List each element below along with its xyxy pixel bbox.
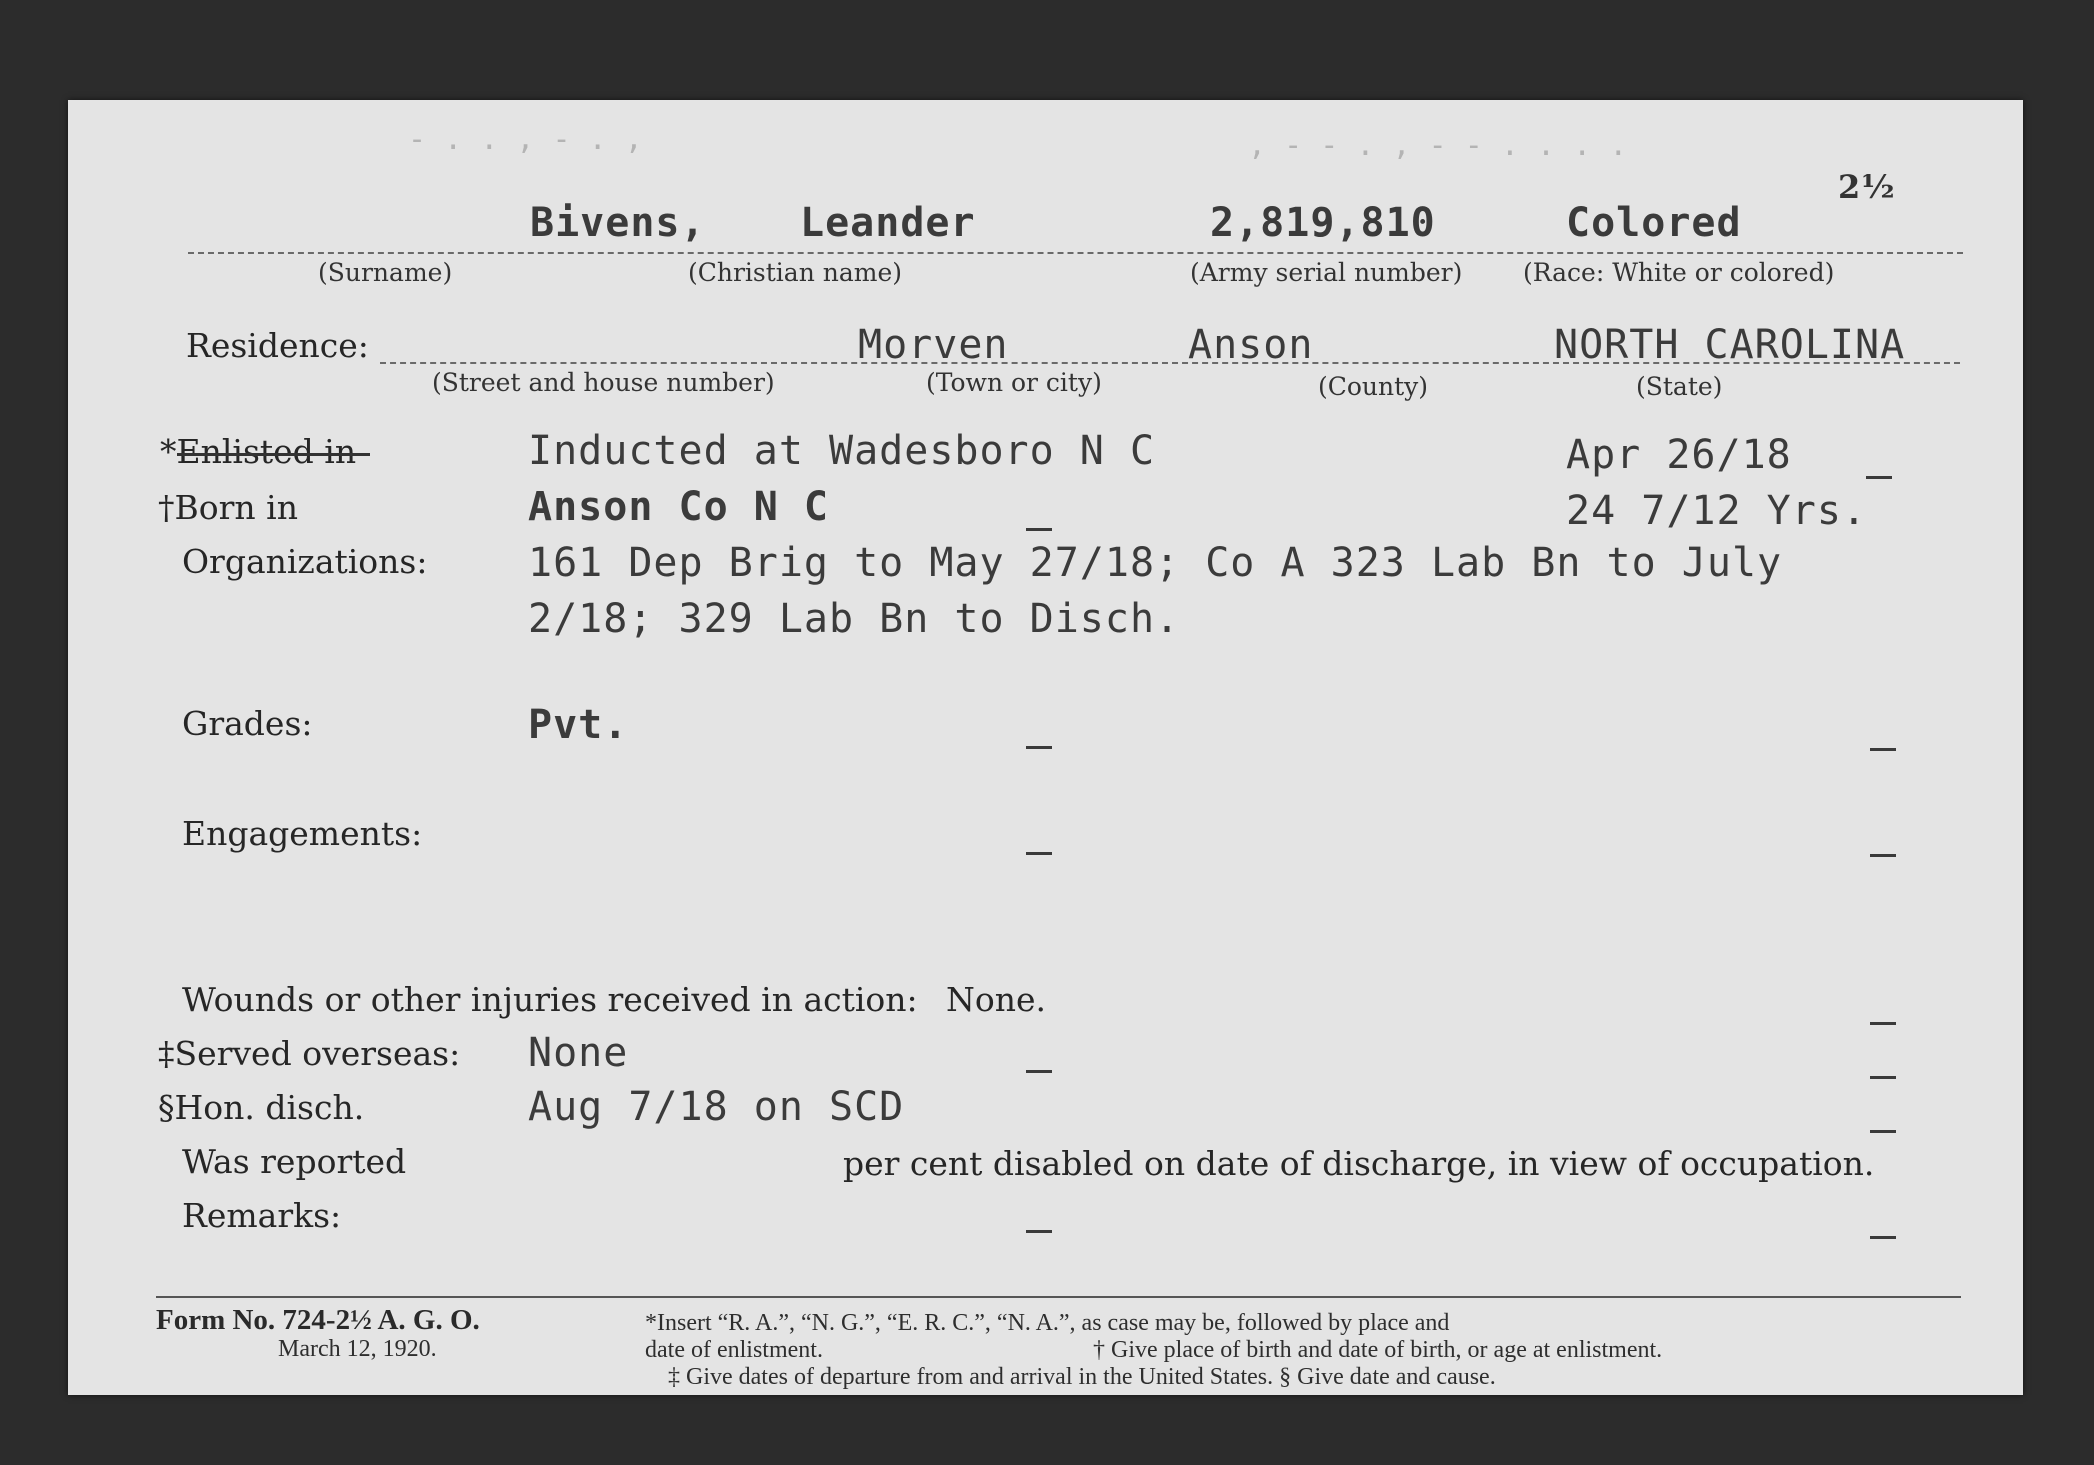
christian-name-caption: (Christian name)	[688, 258, 903, 287]
blank-dash	[1026, 746, 1052, 749]
overseas-value: None	[528, 1030, 629, 1076]
footer-note-2b: † Give place of birth and date of birth, or age at enlistment.	[1093, 1337, 1663, 1363]
surname-caption: (Surname)	[318, 258, 453, 287]
wounds-label: Wounds or other injuries received in action:	[182, 980, 918, 1019]
engagements-label: Engagements:	[182, 814, 423, 853]
blank-dash	[1870, 1130, 1896, 1133]
form-date: March 12, 1920.	[278, 1336, 437, 1362]
born-label: Born in	[174, 488, 298, 527]
overseas-row-label	[158, 1034, 460, 1073]
footer-note-3: ‡ Give dates of departure from and arrival in the United States. § Give date and cause.	[668, 1364, 1496, 1390]
grades-label: Grades:	[182, 704, 313, 743]
service-record-card	[68, 100, 2023, 1395]
serial-caption: (Army serial number)	[1190, 258, 1463, 287]
race-value: Colored	[1566, 200, 1742, 246]
overseas-label: Served overseas:	[174, 1034, 461, 1073]
state-value: NORTH CAROLINA	[1554, 322, 1906, 368]
state-caption: (State)	[1636, 372, 1723, 401]
blank-dash	[1870, 1076, 1896, 1079]
footer-rule	[156, 1296, 1961, 1298]
bleed-through-text: - . . , - . ,	[408, 122, 643, 157]
enlisted-marker: *	[160, 432, 177, 471]
remarks-label: Remarks:	[182, 1196, 342, 1235]
enlisted-row-label	[160, 432, 356, 471]
organizations-label: Organizations:	[182, 542, 428, 581]
discharge-row-label	[158, 1088, 364, 1127]
born-marker: †	[158, 488, 175, 527]
overseas-marker: ‡	[158, 1034, 175, 1073]
born-row-label	[158, 488, 298, 527]
blank-dash	[1026, 1070, 1052, 1073]
county-caption: (County)	[1318, 372, 1429, 401]
discharge-value: Aug 7/18 on SCD	[528, 1084, 905, 1130]
born-value: Anson Co N C	[528, 484, 829, 530]
blank-dash	[1870, 1022, 1896, 1025]
reported-label: Was reported	[182, 1142, 407, 1181]
street-caption: (Street and house number)	[432, 368, 775, 397]
enlisted-label: Enlisted in	[176, 432, 357, 471]
card-number: 2½	[1838, 168, 1896, 206]
enlisted-value: Inducted at Wadesboro N C	[528, 428, 1156, 474]
grades-value: Pvt.	[528, 702, 629, 748]
header-dotted-line	[188, 252, 1963, 254]
race-caption: (Race: White or colored)	[1523, 258, 1835, 287]
blank-dash	[1026, 528, 1052, 531]
surname-value: Bivens,	[530, 200, 706, 246]
blank-dash	[1026, 1230, 1052, 1233]
serial-number-value: 2,819,810	[1210, 200, 1436, 246]
town-caption: (Town or city)	[926, 368, 1102, 397]
enlisted-date: Apr 26/18	[1566, 432, 1792, 478]
discharge-marker: §	[158, 1088, 175, 1127]
bleed-through-text: , - - . , - - . . . .	[1248, 128, 1628, 163]
form-number: Form No. 724-2½ A. G. O.	[156, 1304, 480, 1336]
blank-dash	[1870, 748, 1896, 751]
reported-text: per cent disabled on date of discharge, in view of occupation.	[843, 1144, 1875, 1183]
blank-dash	[1870, 1236, 1896, 1239]
born-age: 24 7/12 Yrs.	[1566, 488, 1867, 534]
footer-note-1: *Insert “R. A.”, “N. G.”, “E. R. C.”, “N. A.”, as case may be, followed by place and	[645, 1310, 1450, 1336]
residence-label: Residence:	[186, 326, 369, 365]
christian-name-value: Leander	[800, 200, 976, 246]
blank-dash	[1866, 476, 1892, 479]
footer-note-2a: date of enlistment.	[645, 1337, 823, 1363]
discharge-label: Hon. disch.	[174, 1088, 365, 1127]
blank-dash	[1026, 852, 1052, 855]
wounds-value: None.	[946, 980, 1047, 1019]
county-value: Anson	[1188, 322, 1314, 368]
organizations-line-2: 2/18; 329 Lab Bn to Disch.	[528, 596, 1181, 642]
organizations-line-1: 161 Dep Brig to May 27/18; Co A 323 Lab Bn to July	[528, 540, 1783, 586]
blank-dash	[1870, 854, 1896, 857]
town-value: Morven	[858, 322, 1009, 368]
